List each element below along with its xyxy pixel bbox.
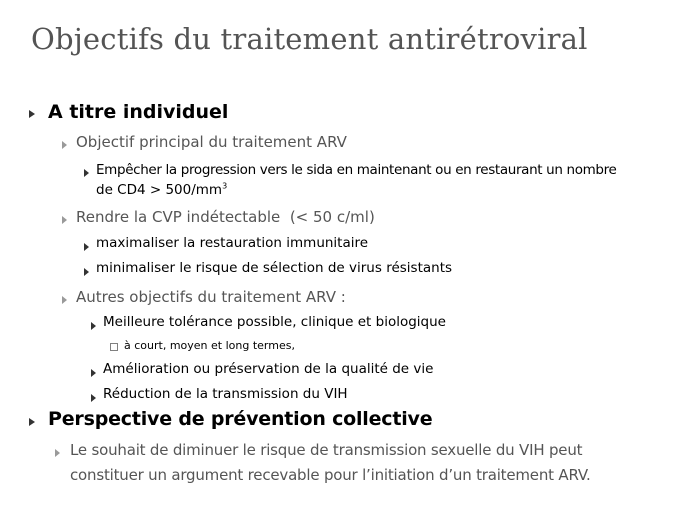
quality-item: Amélioration ou préservation de la qualité de vie (103, 361, 434, 377)
slide-title: Objectifs du traitement antirétroviral (31, 22, 588, 56)
cvp-item: minimaliser le risque de sélection de virus résistants (96, 260, 453, 276)
tolerance-item: Meilleure tolérance possible, clinique et biologique (103, 314, 446, 330)
bullet-arrow-icon (84, 169, 89, 177)
bullet-arrow-icon (91, 322, 96, 330)
bullet-arrow-icon (55, 449, 60, 457)
main-objective-label: Objectif principal du traitement ARV (76, 133, 347, 151)
bullet-arrow-icon (29, 418, 35, 426)
main-objective-detail-line1: Empêcher la progression vers le sida en maintenant ou en restaurant un nombre (96, 162, 617, 178)
individual-heading: A titre individuel (48, 101, 229, 123)
cd4-superscript: 3 (222, 181, 228, 191)
bullet-arrow-icon (29, 110, 35, 118)
bullet-arrow-icon (91, 394, 96, 402)
terms-item: à court, moyen et long termes, (124, 339, 295, 352)
bullet-arrow-icon (62, 296, 67, 304)
collective-text-line1: Le souhait de diminuer le risque de transmission sexuelle du VIH peut (70, 441, 583, 459)
bullet-arrow-icon (62, 141, 67, 149)
bullet-arrow-icon (84, 243, 89, 251)
cd4-threshold: de CD4 > 500/mm (96, 182, 223, 198)
other-objectives-label: Autres objectifs du traitement ARV : (76, 288, 346, 306)
bullet-arrow-icon (62, 216, 67, 224)
cvp-item: maximaliser la restauration immunitaire (96, 235, 369, 251)
bullet-arrow-icon (91, 369, 96, 377)
collective-text-line2: constituer un argument recevable pour l’initiation d’un traitement ARV. (70, 466, 591, 484)
square-bullet-icon (110, 343, 118, 351)
main-objective-detail-line2 (96, 182, 227, 198)
collective-heading: Perspective de prévention collective (48, 408, 433, 430)
transmission-item: Réduction de la transmission du VIH (103, 386, 348, 402)
cvp-label: Rendre la CVP indétectable (< 50 c/ml) (76, 208, 375, 226)
bullet-arrow-icon (84, 268, 89, 276)
